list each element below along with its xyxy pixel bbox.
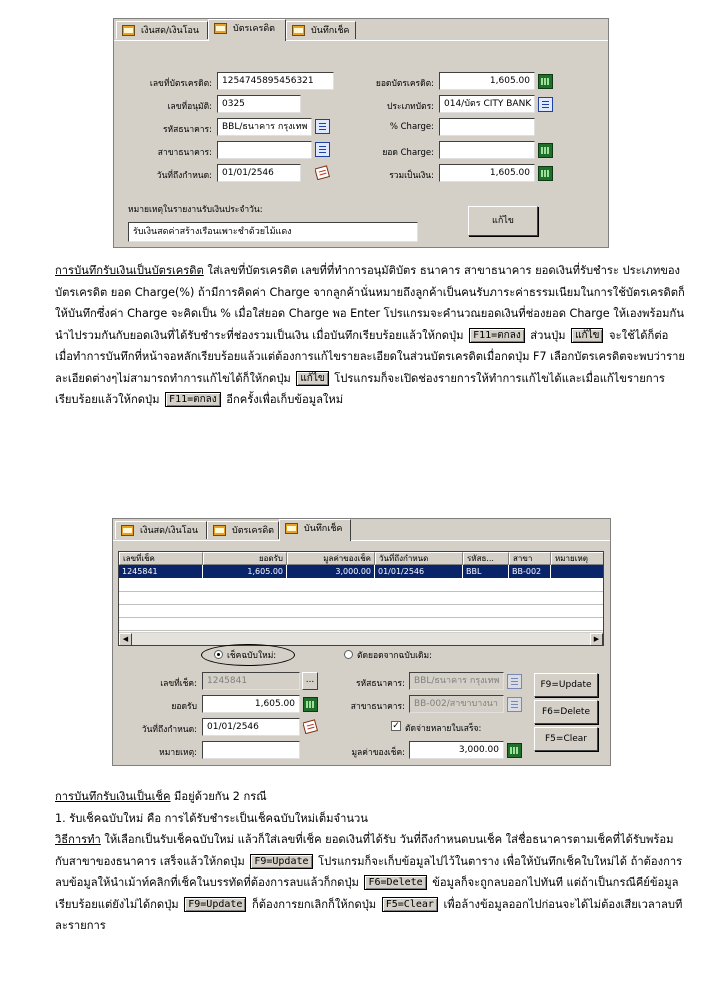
cheque-grid — [118, 551, 604, 646]
column-header[interactable]: รหัสธ... — [463, 552, 509, 565]
cheque-no-label: เลขที่เช็ค: — [160, 679, 197, 689]
section-title-credit-card: การบันทึกรับเงินเป็นบัตรเครดิต — [55, 264, 204, 277]
table-row[interactable] — [119, 565, 604, 578]
delete-button[interactable]: F6=Delete — [534, 700, 598, 724]
key-f11-ok: F11=ตกลง — [165, 392, 221, 407]
old-cheque-radio[interactable] — [344, 650, 353, 659]
card-amount-label: ยอดบัตรเครดิต: — [375, 79, 434, 89]
total-label: รวมเป็นเงิน: — [389, 171, 434, 181]
cheque-no-field[interactable]: 1245841 — [202, 672, 300, 690]
due-date-label: วันที่ถึงกำหนด: — [156, 171, 212, 181]
column-header[interactable]: สาขา — [509, 552, 551, 565]
bank-code-field[interactable]: BBL/ธนาคาร กรุงเทพ — [217, 118, 312, 136]
remark-field[interactable]: รับเงินสดค่าสร้างเรือนเพาะชำด้วยไม้แดง — [128, 222, 418, 242]
update-button[interactable]: F9=Update — [534, 673, 598, 697]
tab-credit-card[interactable]: บัตรเครดิต — [208, 19, 286, 41]
ellipsis-button[interactable]: ... — [302, 672, 318, 690]
charge-amount-field[interactable] — [439, 141, 535, 159]
how-to-label: วิธีการทำ — [55, 833, 101, 846]
bank-branch-label: สาขาธนาคาร: — [350, 702, 405, 712]
card-type-field[interactable]: 014/บัตร CITY BANK — [439, 95, 535, 113]
body-text: อีกครั้งเพื่อเก็บข้อมูลใหม่ — [222, 393, 344, 406]
lookup-icon[interactable] — [538, 97, 553, 112]
folder-icon — [213, 525, 226, 536]
multi-receipt-label: ตัดจ่ายหลายใบเสร็จ: — [405, 724, 482, 734]
key-f6-delete: F6=Delete — [364, 875, 426, 890]
body-text: ให้เลือกเป็นรับเช็คฉบับใหม่ แล้วก็ใส่เลขที่เช็ค ยอดเงินที่ได้รับ วันที่ถึงกำหนดบนเช็ค ใส่ชื่อธนาคารตามเช็คที่ได้รับพร้อมกับสาขาของธนาคาร เสร็จแล้วให้กดปุ่ม — [55, 833, 674, 868]
case-1-text: 1. รับเช็คฉบับใหม่ คือ การได้รับชำระเป็นเช็คฉบับใหม่เต็มจำนวน — [55, 811, 368, 825]
cheque-value-label: มูลค่าของเช็ค: — [351, 748, 405, 758]
due-date-field[interactable]: 01/01/2546 — [217, 164, 301, 182]
body-text: ใส่เลขที่บัตรเครดิต เลขที่ที่ทำการอนุมัติบัตร ธนาคาร สาขาธนาคาร ยอดเงินที่รับชำระ ประเภทของบัตรเครดิต ยอด Charge(%) ถ้ามีการคิดค่า Charge จากลูกค้านั่นหมายถึงลูกค้าเป็นคนรับภาระค่าธรรมเนียมในการใช้บัตรเครดิตก็ให้บันทึกซึ่งค่า Charge จะคิดเป็น % เมื่อใส่ยอด Charge พอ Enter โปรแกรมจะคำนวณยอดเงินที่ช่องยอด Charge ให้เองพร้อมกันนำไปรวมกันกับยอดเงินที่ได้รับชำระที่ช่องรวมเป็นเงิน เมื่อบันทึกเรียบร้อยแล้วให้กดปุ่ม — [55, 264, 685, 342]
row-divider — [119, 604, 604, 605]
body-text: เพื่อล้างข้อมูลออกไปก่อนจะได้ไม่ต้องเสียเวลาลบทีละรายการ — [55, 897, 683, 932]
body-text: โปรแกรมก็จะเปิดช่องรายการให้ทำการแก้ไขได้และเมื่อแก้ไขรายการเรียบร้อยแล้วให้กดปุ่ม — [55, 371, 665, 406]
body-text: ข้อมูลก็จะถูกลบออกไปทันที แต่ถ้าเป็นกรณีคีย์ข้อมูลเรียบร้อยแต่ยังไม่ได้กดปุ่ม — [55, 876, 679, 911]
calendar-icon[interactable] — [303, 718, 319, 734]
bank-code-field[interactable]: BBL/ธนาคาร กรุงเทพ — [409, 672, 504, 690]
folder-icon — [292, 25, 305, 36]
cell-bank-code: BBL — [463, 565, 509, 578]
cheque-value-field[interactable]: 3,000.00 — [409, 741, 504, 759]
column-header[interactable]: มูลค่าของเช็ค — [287, 552, 375, 565]
calculator-icon[interactable] — [538, 166, 553, 181]
cheque-panel — [113, 540, 610, 765]
folder-icon — [121, 525, 134, 536]
received-field[interactable]: 1,605.00 — [202, 695, 300, 713]
bank-code-label: รหัสธนาคาร: — [355, 679, 405, 689]
cell-cheque-no: 1245841 — [119, 565, 203, 578]
column-header[interactable]: หมายเหตุ — [551, 552, 604, 565]
approval-no-label: เลขที่อนุมัติ: — [167, 102, 212, 112]
cell-received: 1,605.00 — [203, 565, 287, 578]
cell-branch: BB-002 — [509, 565, 551, 578]
row-divider — [119, 630, 604, 631]
folder-icon — [122, 25, 135, 36]
bank-code-label: รหัสธนาคาร: — [162, 125, 212, 135]
calendar-icon[interactable] — [315, 164, 331, 180]
lookup-icon[interactable] — [507, 697, 522, 712]
received-label: ยอดรับ — [171, 702, 197, 712]
bank-branch-label: สาขาธนาคาร: — [157, 148, 212, 158]
tab-credit-card[interactable]: บัตรเครดิต — [207, 521, 279, 539]
bank-branch-field[interactable] — [217, 141, 312, 159]
card-type-label: ประเภทบัตร: — [387, 102, 434, 112]
lookup-icon[interactable] — [507, 674, 522, 689]
lookup-icon[interactable] — [315, 142, 330, 157]
column-header[interactable]: เลขที่เช็ค — [119, 552, 203, 565]
charge-amount-label: ยอด Charge: — [382, 148, 434, 158]
key-f5-clear: F5=Clear — [382, 897, 438, 912]
tab-cash-transfer[interactable]: เงินสด/เงินโอน — [116, 21, 208, 39]
pct-charge-field[interactable] — [439, 118, 535, 136]
new-cheque-radio[interactable] — [214, 650, 223, 659]
cheque-instructions — [55, 786, 685, 937]
scroll-right-arrow[interactable]: ▶ — [590, 633, 603, 646]
card-amount-field[interactable]: 1,605.00 — [439, 72, 535, 90]
calculator-icon[interactable] — [538, 143, 553, 158]
cell-due-date: 01/01/2546 — [375, 565, 463, 578]
credit-card-instructions — [55, 260, 685, 411]
due-date-field[interactable]: 01/01/2546 — [202, 718, 300, 736]
clear-button[interactable]: F5=Clear — [534, 727, 598, 751]
remark-label: หมายเหตุในรายงานรับเงินประจำวัน: — [128, 205, 263, 215]
key-edit: แก้ไข — [296, 371, 328, 386]
pct-charge-label: % Charge: — [389, 122, 434, 132]
remark-field[interactable] — [202, 741, 300, 759]
tab-cheque[interactable]: บันทึกเช็ค — [279, 519, 351, 541]
tab-cash-transfer[interactable]: เงินสด/เงินโอน — [115, 521, 207, 539]
row-divider — [119, 591, 604, 592]
key-f9-update: F9=Update — [184, 897, 246, 912]
cheque-window — [112, 518, 611, 766]
card-no-label: เลขที่บัตรเครดิต: — [149, 79, 212, 89]
due-date-label: วันที่ถึงกำหนด: — [141, 725, 197, 735]
folder-icon — [285, 523, 298, 534]
card-no-field[interactable]: 1254745895456321 — [217, 72, 334, 90]
column-header[interactable]: วันที่ถึงกำหนด — [375, 552, 463, 565]
body-text: ส่วนปุ่ม — [526, 328, 566, 342]
calculator-icon[interactable] — [507, 743, 522, 758]
scroll-left-arrow[interactable]: ◀ — [119, 633, 132, 646]
folder-icon — [214, 23, 227, 34]
key-f9-update: F9=Update — [250, 854, 312, 869]
body-text: มีอยู่ด้วยกัน 2 กรณี — [170, 790, 267, 803]
row-divider — [119, 617, 604, 618]
key-edit: แก้ไข — [571, 328, 603, 343]
edit-button[interactable]: แก้ไข — [468, 206, 538, 236]
column-header[interactable]: ยอดรับ — [203, 552, 287, 565]
tab-cheque[interactable]: บันทึกเช็ค — [286, 21, 356, 39]
lookup-icon[interactable] — [315, 119, 330, 134]
old-cheque-label: ตัดยอดจากฉบับเดิม: — [357, 651, 433, 661]
calculator-icon[interactable] — [303, 697, 318, 712]
multi-receipt-checkbox[interactable]: ✓ — [392, 721, 400, 731]
bank-branch-field[interactable]: BB-002/สาขาบางนา — [409, 695, 504, 713]
credit-card-panel — [114, 40, 608, 247]
approval-no-field[interactable]: 0325 — [217, 95, 301, 113]
cell-remark — [551, 565, 604, 578]
remark-label: หมายเหตุ: — [159, 748, 197, 758]
body-text: โปรแกรมก็จะเก็บข้อมูลไปไว้ในตาราง เพื่อให้บันทึกเช็คใบใหม่ได้ ถ้าต้องการลบข้อมูลให้นำเม้าท์คลิกที่เช็คในบรรทัดที่ต้องการลบแล้วก็กดปุ่ม — [55, 854, 683, 889]
credit-card-window — [113, 18, 609, 248]
section-title-cheque: การบันทึกรับเงินเป็นเช็ค — [55, 790, 171, 803]
key-f11-ok: F11=ตกลง — [469, 328, 525, 343]
body-text: ก็ต้องการยกเลิกก็ให้กดปุ่ม — [248, 897, 377, 911]
total-field[interactable]: 1,605.00 — [439, 164, 535, 182]
calculator-icon[interactable] — [538, 74, 553, 89]
body-text: จะใช้ได้ก็ต่อเมื่อทำการบันทึกที่หน้าจอหลักเรียบร้อยแล้วแต่ต้องการแก้ไขรายละเอียดในส่วนบัตรเครดิตเมื่อกดปุ่ม F7 เลือกบัตรเครดิตจะพบว่ารายละเอียดต่างๆไม่สามารถทำการแก้ไขได้ก็ให้กดปุ่ม — [55, 328, 685, 385]
horizontal-scrollbar[interactable] — [119, 632, 603, 646]
cell-cheque-value: 3,000.00 — [287, 565, 375, 578]
new-cheque-label: เช็คฉบับใหม่: — [227, 651, 277, 661]
